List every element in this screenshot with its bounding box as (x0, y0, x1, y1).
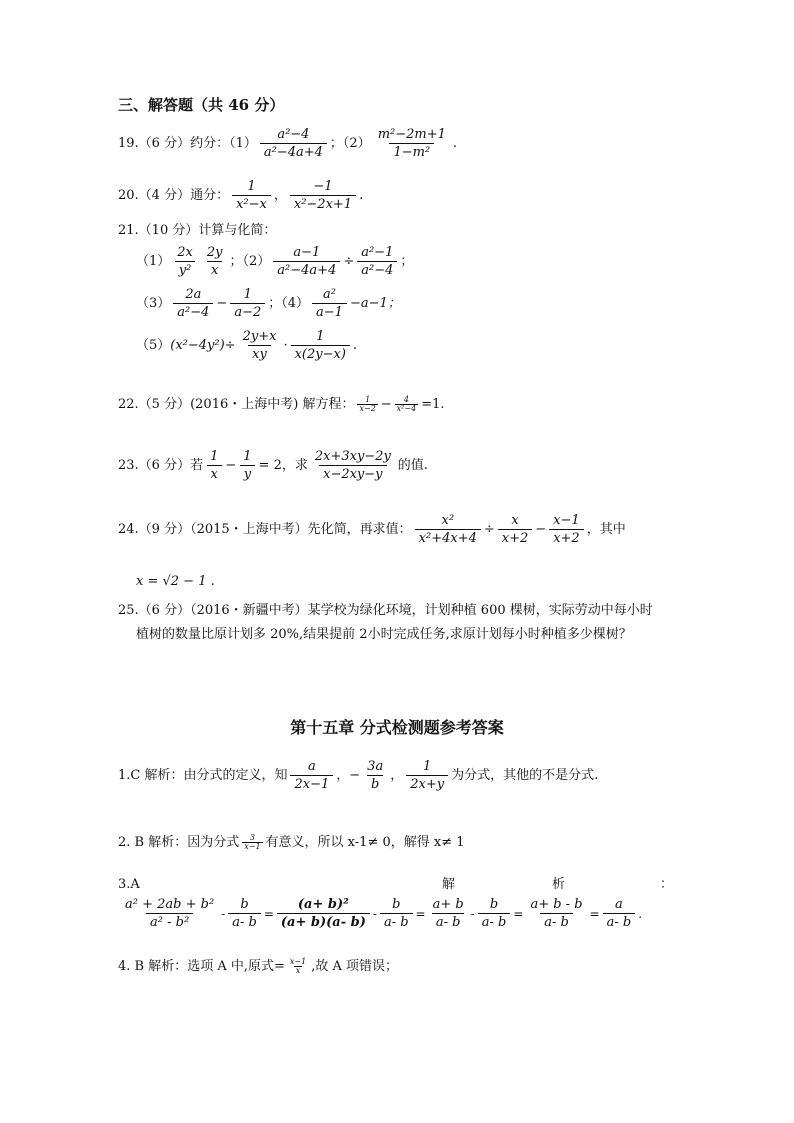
denominator: x−2 (359, 404, 376, 413)
a1-lead: 1.C 解析：由分式的定义，知 (118, 768, 288, 783)
numerator: 3 (249, 833, 255, 842)
q21-p3-sep: ；（4） (268, 296, 310, 311)
q21-p1-fraction-a (173, 246, 197, 277)
a1-sep-2: ， (390, 768, 404, 783)
q24-fraction-3 (549, 514, 584, 545)
q21-p2-fraction-d (357, 246, 397, 277)
q21-p3-fraction-a (173, 288, 213, 319)
q25-line-1: 25.（6 分）（2016・新疆中考）某学校为绿化环境，计划种植 600 棵树，实际劳动中每小时 (118, 603, 653, 618)
denominator: y (240, 465, 255, 481)
q21-p4-rest: −a−1； (349, 296, 401, 311)
a1-fraction-1 (290, 760, 333, 791)
question-22 (118, 396, 444, 413)
question-20 (118, 180, 363, 211)
q20-lead: 20.（4 分）通分： (118, 188, 230, 203)
q20-fraction-1 (232, 180, 271, 211)
denominator: a- b (432, 913, 465, 929)
q22-fraction-2 (395, 396, 419, 413)
denominator: x (295, 966, 301, 975)
numerator: a²−4 (277, 127, 310, 142)
numerator: 1 (243, 287, 252, 302)
a2-lead: 2. B 解析：因为分式 (118, 835, 240, 850)
denominator: x²−2x+1 (290, 195, 356, 211)
a3-eq-1: = (263, 906, 274, 921)
numerator: 1 (423, 759, 432, 774)
a2-fraction (242, 834, 262, 851)
a4-lead: 4. B 解析：选项 A 中,原式= (118, 959, 285, 974)
numerator: 4 (403, 395, 409, 404)
q21-part-5 (136, 330, 357, 361)
denominator: a- b (540, 913, 573, 929)
q19-fraction-2 (374, 128, 450, 159)
denominator: x+2 (498, 529, 533, 545)
numerator: 1 (316, 329, 325, 344)
answers-title: 第十五章 分式检测题参考答案 (290, 718, 504, 737)
question-23 (118, 450, 428, 481)
a3-term-3 (277, 898, 370, 929)
numerator: b (240, 897, 249, 912)
a3-term-7 (526, 898, 586, 929)
denominator: a²−4 (173, 303, 213, 319)
answer-1 (118, 760, 598, 791)
a3-term-1 (121, 898, 218, 929)
q22-fraction-1 (357, 396, 377, 413)
a3-minus-2: - (372, 906, 377, 921)
a3-minus-3: - (470, 906, 475, 921)
q24-lead: 24.（9 分）（2015・上海中考）先化简，再求值： (118, 522, 412, 537)
question-19 (118, 128, 457, 159)
q23-fraction-1 (206, 450, 222, 481)
q22-tail: =1. (421, 397, 445, 412)
q20-fraction-2 (290, 180, 356, 211)
denominator: a- b (603, 913, 636, 929)
q21-p5-expr: (x²−4y²)÷ (170, 338, 236, 353)
q24-tail: ，其中 (586, 522, 626, 537)
a3-label: 3.A (118, 877, 140, 892)
a3-eq-4: = (589, 906, 600, 921)
q23-tail: 的值. (397, 458, 428, 473)
a1-tail: 为分式，其他的不是分式. (451, 768, 599, 783)
q21-p5-label: （5） (136, 338, 171, 353)
q23-fraction-2 (239, 450, 255, 481)
a3-xi: 析 (552, 877, 566, 892)
numerator: a²−1 (361, 245, 394, 260)
denominator: a²−4a+4 (260, 143, 327, 159)
answer-4 (118, 958, 398, 975)
a3-jie: 解 (442, 877, 456, 892)
q21-p5-fraction-a (239, 330, 281, 361)
numerator: 3a (367, 759, 384, 774)
denominator: a² - b² (146, 913, 193, 929)
a3-term-4 (380, 898, 413, 929)
denominator: x (207, 465, 222, 481)
numerator: −1 (313, 179, 333, 194)
numerator: 2y (206, 245, 223, 260)
denominator: a²−4 (357, 261, 397, 277)
q21-p1-fraction-b (203, 246, 227, 277)
a3-colon: ： (660, 877, 674, 892)
denominator: xy (248, 345, 271, 361)
q21-part-3-4 (136, 288, 401, 319)
numerator: a+ b - b (530, 897, 583, 912)
denominator: x+2 (549, 529, 584, 545)
numerator: a (307, 759, 316, 774)
numerator: b (489, 897, 499, 912)
numerator: (a+ b)² (297, 897, 349, 912)
numerator: x−1 (553, 513, 580, 528)
q21-p5-tail: . (352, 338, 358, 353)
a4-fraction (288, 958, 308, 975)
denominator: a- b (478, 913, 511, 929)
a1-fraction-2 (363, 760, 387, 791)
q19-tail: . (452, 136, 458, 151)
denominator: y² (175, 261, 196, 277)
numerator: x (511, 513, 519, 528)
denominator: a- b (380, 913, 413, 929)
a1-fraction-3 (406, 760, 448, 791)
q25-line-2: 植树的数量比原计划多 20%,结果提前 2小时完成任务,求原计划每小时种植多少棵树？ (136, 627, 632, 642)
numerator: 1 (365, 395, 371, 404)
q21-lead: 21.（10 分）计算与化简： (118, 223, 277, 238)
numerator: 2x (177, 245, 193, 260)
numerator: 1 (247, 179, 256, 194)
denominator: (a+ b)(a- b) (277, 913, 370, 929)
numerator: x−1 (289, 957, 307, 966)
denominator: 2x+y (406, 775, 448, 791)
section-heading: 三、解答题（共 46 分） (118, 96, 285, 114)
q21-p3-label: （3） (136, 296, 171, 311)
a3-term-6 (478, 898, 511, 929)
q24-fraction-2 (498, 514, 533, 545)
q22-op: − (380, 397, 392, 412)
denominator: a−1 (312, 303, 347, 319)
numerator: 2x+3xy−2y (314, 449, 391, 464)
denominator: x−2xy−y (319, 465, 386, 481)
q23-op: − (225, 458, 237, 473)
q20-tail: . (359, 188, 364, 203)
q19-lead: 19.（6 分）约分：（1） (118, 136, 257, 151)
a3-minus-1: - (221, 906, 226, 921)
q21-p2-op: ÷ (343, 254, 355, 269)
denominator: a²−4a+4 (273, 261, 340, 277)
q21-p3-op: − (216, 296, 228, 311)
denominator: 2x−1 (290, 775, 333, 791)
denominator: x²−x (232, 195, 271, 211)
q21-p5-dot: · (283, 338, 288, 353)
q21-p4-fraction-c (312, 288, 347, 319)
q24-op1: ÷ (483, 522, 495, 537)
q21-part-1-2 (136, 246, 413, 277)
a3-tail: . (638, 906, 643, 921)
denominator: b (367, 775, 383, 791)
numerator: b (392, 897, 401, 912)
numerator: m²−2m+1 (377, 127, 446, 142)
numerator: 1 (210, 449, 219, 464)
denominator: a- b (228, 913, 261, 929)
a3-term-8 (603, 898, 636, 929)
q24-fraction-1 (415, 514, 481, 545)
q21-p1-label: （1） (136, 254, 171, 269)
q23-mid: = 2，求 (258, 458, 308, 473)
q21-p3-fraction-b (230, 288, 265, 319)
numerator: x² (441, 513, 455, 528)
question-24 (118, 514, 626, 545)
numerator: 1 (243, 449, 252, 464)
numerator: a² (323, 287, 336, 302)
q22-lead: 22.（5 分）(2016・上海中考) 解方程： (118, 397, 355, 412)
a3-eq-2: = (415, 906, 426, 921)
q23-lead: 23.（6 分）若 (118, 458, 204, 473)
denominator: x (207, 261, 222, 277)
q24-condition: x = √2 − 1 . (136, 574, 215, 589)
numerator: a−1 (293, 245, 321, 260)
numerator: a (615, 897, 623, 912)
denominator: x²+4x+4 (415, 529, 481, 545)
q23-fraction-3 (311, 450, 395, 481)
a2-tail: 有意义，所以 x-1≠ 0，解得 x≠ 1 (265, 835, 465, 850)
q21-p2-fraction-c (273, 246, 340, 277)
denominator: x²−4 (396, 404, 417, 413)
a1-sep-1: ，− (336, 768, 361, 783)
numerator: 2y+x (242, 329, 277, 344)
a3-eq-3: = (513, 906, 524, 921)
a3-equation (118, 898, 642, 929)
q19-fraction-1 (260, 128, 327, 159)
q19-mid: ；（2） (329, 136, 371, 151)
q24-op2: − (535, 522, 547, 537)
denominator: x−1 (244, 842, 261, 851)
numerator: a² + 2ab + b² (125, 897, 215, 912)
denominator: x(2y−x) (291, 345, 350, 361)
a3-term-5 (429, 898, 468, 929)
q21-p1-sep: ；（2） (229, 254, 271, 269)
a3-term-2 (228, 898, 261, 929)
denominator: 1−m² (389, 143, 434, 159)
numerator: a+ b (432, 897, 464, 912)
q20-mid: ， (273, 188, 287, 203)
denominator: a−2 (230, 303, 265, 319)
answer-2 (118, 834, 465, 851)
numerator: 2a (185, 287, 202, 302)
q21-p2-tail: ； (400, 254, 414, 269)
a4-tail: ,故 A 项错误； (311, 959, 399, 974)
q21-p5-fraction-b (291, 330, 350, 361)
